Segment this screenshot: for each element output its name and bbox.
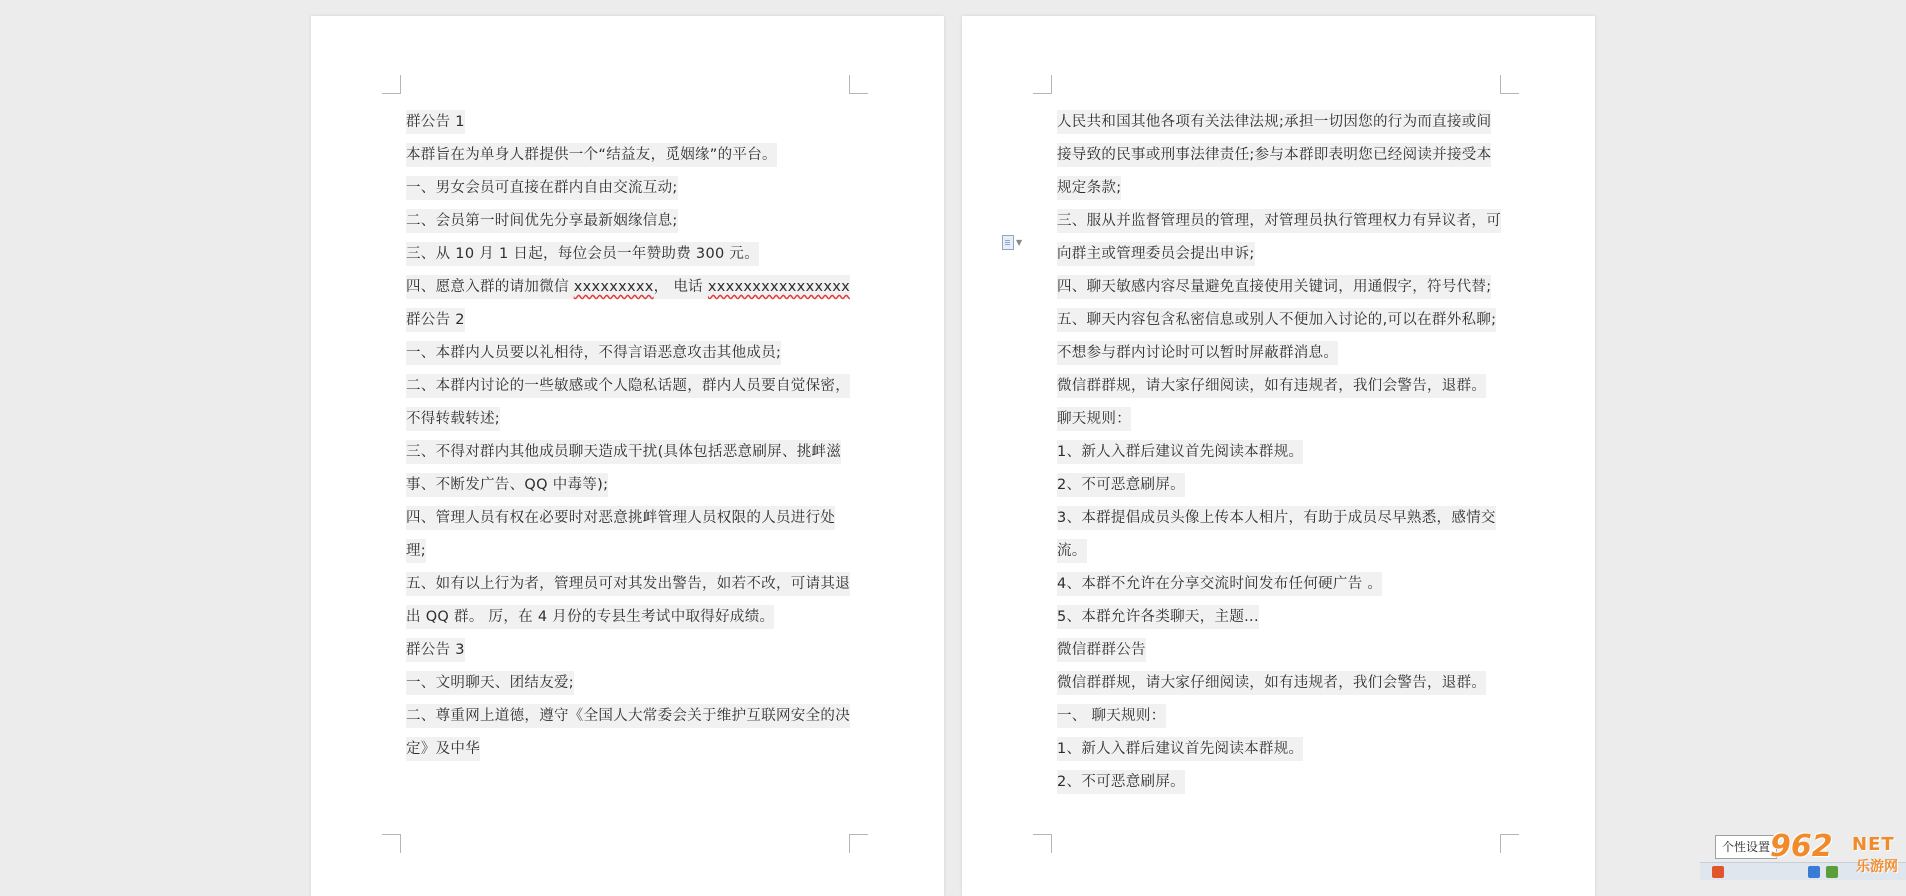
text-line-content: [406, 605, 774, 629]
margin-corner-mark: [1500, 75, 1519, 94]
text-line[interactable]: [406, 502, 861, 535]
text-line[interactable]: [406, 106, 861, 139]
text-run: 五、如有以上行为者，管理员可对其发出警告，如若不改，可请其退: [406, 576, 850, 592]
text-line-content: [1057, 605, 1259, 629]
text-run: 接导致的民事或刑事法律责任;参与本群即表明您已经阅读并接受本: [1057, 147, 1492, 163]
text-line-content: [1057, 638, 1146, 662]
text-run: 二、尊重网上道德，遵守《全国人大常委会关于维护互联网安全的决: [406, 708, 850, 724]
text-line[interactable]: [1057, 634, 1512, 667]
text-run: 4、本群不允许在分享交流时间发布任何硬广告 。: [1057, 576, 1383, 592]
text-run: 2、不可恶意刷屏。: [1057, 477, 1185, 493]
text-line-content: [1057, 473, 1185, 497]
margin-corner-mark: [849, 834, 868, 853]
text-run: 向群主或管理委员会提出申诉;: [1057, 246, 1255, 262]
text-line[interactable]: [406, 403, 861, 436]
text-line-content: [1057, 374, 1486, 398]
text-line-content: [406, 242, 759, 266]
margin-corner-mark: [382, 75, 401, 94]
text-run: 5、本群允许各类聊天，主题...: [1057, 609, 1259, 625]
margin-corner-mark: [1033, 75, 1052, 94]
document-page-1[interactable]: [311, 16, 944, 896]
text-line[interactable]: [1057, 733, 1512, 766]
spellcheck-underlined-text[interactable]: xxxxxxxxxxxxxxxx: [707, 279, 850, 295]
text-run: 群公告 2: [406, 312, 465, 328]
document-options-icon[interactable]: [1002, 233, 1028, 251]
text-line[interactable]: [1057, 403, 1512, 436]
text-line[interactable]: [1057, 337, 1512, 370]
watermark-site-name: 乐游网: [1856, 859, 1898, 875]
text-line-content: [1057, 209, 1501, 233]
text-line[interactable]: [406, 304, 861, 337]
text-line[interactable]: [1057, 238, 1512, 271]
text-line-content: [406, 407, 500, 431]
text-run: 规定条款;: [1057, 180, 1122, 196]
text-line[interactable]: [406, 139, 861, 172]
text-line[interactable]: [1057, 370, 1512, 403]
text-line-content: [406, 506, 835, 530]
text-line[interactable]: [1057, 766, 1512, 799]
text-line[interactable]: [1057, 304, 1512, 337]
text-line-content: [406, 473, 608, 497]
text-line-content: [1057, 440, 1303, 464]
text-line[interactable]: [406, 370, 861, 403]
text-run: 理;: [406, 543, 426, 559]
text-line-content: [1057, 110, 1491, 134]
text-line-content: [1057, 143, 1491, 167]
text-line[interactable]: [406, 271, 861, 304]
document-page-2[interactable]: [962, 16, 1595, 896]
text-line-content: [406, 539, 426, 563]
watermark-logo-number: 962: [1770, 829, 1833, 864]
text-run: 流。: [1057, 543, 1087, 559]
text-line-content: [1057, 770, 1185, 794]
text-line[interactable]: [406, 172, 861, 205]
text-line[interactable]: [1057, 205, 1512, 238]
text-line-content: [406, 704, 850, 728]
margin-corner-mark: [1033, 834, 1052, 853]
text-line-content: [1057, 506, 1496, 530]
chevron-down-icon: ▼: [1016, 237, 1023, 247]
text-run: 2、不可恶意刷屏。: [1057, 774, 1185, 790]
text-run: 本群旨在为单身人群提供一个“结益友，觅姻缘”的平台。: [406, 147, 777, 163]
text-line[interactable]: [406, 238, 861, 271]
tooltip: 个性设置: [1715, 835, 1777, 859]
text-run: 三、不得对群内其他成员聊天造成干扰(具体包括恶意刷屏、挑衅滋: [406, 444, 842, 460]
document-icon: [1002, 235, 1014, 250]
spellcheck-underlined-text[interactable]: xxxxxxxxx: [573, 279, 654, 295]
text-line[interactable]: [1057, 106, 1512, 139]
text-line[interactable]: [1057, 535, 1512, 568]
text-run: ， 电话: [653, 279, 708, 295]
text-run: 二、会员第一时间优先分享最新姻缘信息;: [406, 213, 678, 229]
text-line[interactable]: [406, 667, 861, 700]
text-run: 微信群群规，请大家仔细阅读，如有违规者，我们会警告，退群。: [1057, 675, 1487, 691]
text-run: 出 QQ 群。 厉，在 4 月份的专县生考试中取得好成绩。: [406, 609, 775, 625]
text-run: 群公告 1: [406, 114, 465, 130]
text-run: 事、不断发广告、QQ 中毒等);: [406, 477, 609, 493]
text-run: 二、本群内讨论的一些敏感或个人隐私话题，群内人员要自觉保密，: [406, 378, 850, 394]
text-run: 四、管理人员有权在必要时对恶意挑衅管理人员权限的人员进行处: [406, 510, 836, 526]
text-line-content: [1057, 539, 1087, 563]
text-line-content: [1057, 572, 1382, 596]
text-run: 一、本群内人员要以礼相待，不得言语恶意攻击其他成员;: [406, 345, 782, 361]
text-line-content: [1057, 407, 1131, 431]
text-run: 不想参与群内讨论时可以暂时屏蔽群消息。: [1057, 345, 1339, 361]
text-line-content: [406, 737, 480, 761]
text-run: 人民共和国其他各项有关法律法规;承担一切因您的行为而直接或间: [1057, 114, 1492, 130]
watermark-logo-net: NET: [1852, 834, 1895, 855]
text-line-content: [1057, 308, 1496, 332]
text-line[interactable]: [406, 601, 861, 634]
text-line[interactable]: [406, 337, 861, 370]
text-line[interactable]: [1057, 172, 1512, 205]
text-line-content: [406, 143, 777, 167]
text-run: 聊天规则：: [1057, 411, 1131, 427]
watermark-logo: [1770, 830, 1906, 879]
text-run: 一、文明聊天、团结友爱;: [406, 675, 574, 691]
page-body-text[interactable]: [406, 106, 861, 766]
text-line[interactable]: [1057, 139, 1512, 172]
text-line-content: [406, 110, 465, 134]
text-line[interactable]: [406, 634, 861, 667]
text-line-content: [1057, 242, 1255, 266]
text-run: 四、愿意入群的请加微信: [406, 279, 574, 295]
text-line-content: [406, 341, 781, 365]
text-line-content: [406, 671, 574, 695]
text-run: 不得转载转述;: [406, 411, 500, 427]
text-line[interactable]: [406, 568, 861, 601]
text-line-content: [406, 308, 465, 332]
margin-corner-mark: [849, 75, 868, 94]
text-line[interactable]: [1057, 469, 1512, 502]
text-run: 1、新人入群后建议首先阅读本群规。: [1057, 444, 1304, 460]
text-run: 3、本群提倡成员头像上传本人相片，有助于成员尽早熟悉，感情交: [1057, 510, 1496, 526]
text-line-content: [406, 440, 841, 464]
text-line-content: [1057, 341, 1338, 365]
text-line-content: [1057, 176, 1121, 200]
text-line-content: [406, 209, 678, 233]
text-line[interactable]: [1057, 436, 1512, 469]
text-line-content: [406, 572, 850, 596]
text-run: 三、服从并监督管理员的管理，对管理员执行管理权力有异议者，可: [1057, 213, 1501, 229]
text-line[interactable]: [1057, 667, 1512, 700]
text-line[interactable]: [406, 535, 861, 568]
text-line-content: [406, 374, 850, 398]
page-body-text[interactable]: [1057, 106, 1512, 799]
text-run: 五、聊天内容包含私密信息或别人不便加入讨论的,可以在群外私聊;: [1057, 312, 1497, 328]
text-line-content: [1057, 275, 1491, 299]
text-run: 三、从 10 月 1 日起，每位会员一年赞助费 300 元。: [406, 246, 760, 262]
text-line-content: [1057, 704, 1166, 728]
text-run: 1、新人入群后建议首先阅读本群规。: [1057, 741, 1304, 757]
text-run: 一、男女会员可直接在群内自由交流互动;: [406, 180, 678, 196]
text-line[interactable]: [1057, 700, 1512, 733]
margin-corner-mark: [1500, 834, 1519, 853]
text-line[interactable]: [406, 733, 861, 766]
text-run: 群公告 3: [406, 642, 465, 658]
text-run: 微信群群公告: [1057, 642, 1146, 658]
app-tray-icon[interactable]: [1712, 866, 1724, 878]
text-run: 四、聊天敏感内容尽量避免直接使用关键词，用通假字，符号代替;: [1057, 279, 1492, 295]
text-run: 微信群群规，请大家仔细阅读，如有违规者，我们会警告，退群。: [1057, 378, 1487, 394]
text-line[interactable]: [406, 700, 861, 733]
text-line[interactable]: [1057, 601, 1512, 634]
text-line-content: [1057, 737, 1303, 761]
text-run: 一、 聊天规则：: [1057, 708, 1166, 724]
text-line-content: [406, 275, 850, 299]
text-line[interactable]: [406, 436, 861, 469]
text-line-content: [1057, 671, 1486, 695]
text-line-content: [406, 638, 465, 662]
text-run: 定》及中华: [406, 741, 480, 757]
text-line[interactable]: [406, 205, 861, 238]
margin-corner-mark: [382, 834, 401, 853]
text-line[interactable]: [406, 469, 861, 502]
text-line[interactable]: [1057, 502, 1512, 535]
text-line[interactable]: [1057, 568, 1512, 601]
text-line-content: [406, 176, 678, 200]
text-line[interactable]: [1057, 271, 1512, 304]
